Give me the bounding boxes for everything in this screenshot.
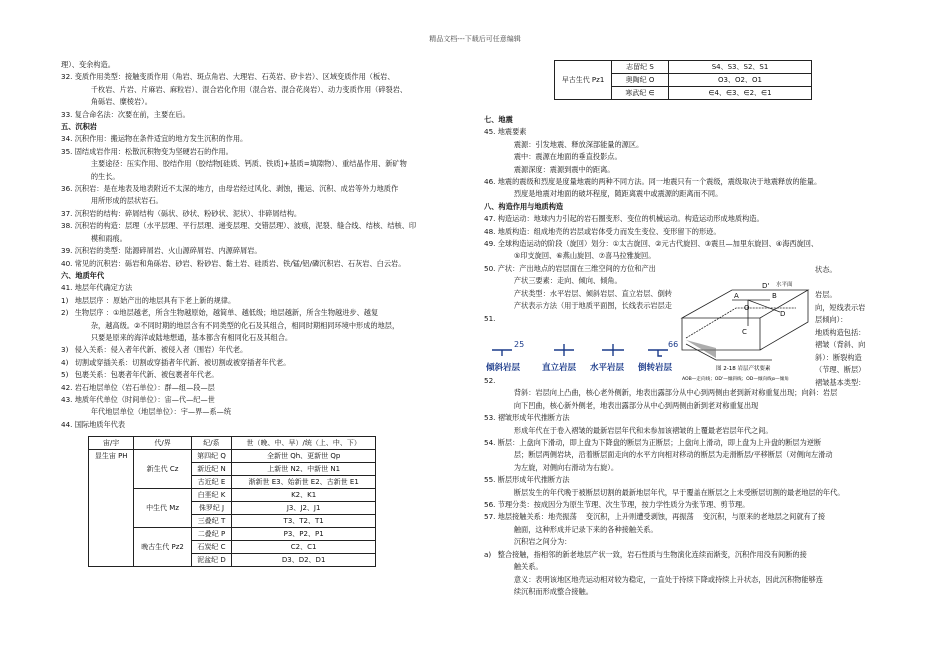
text-line: 51. <box>484 313 496 323</box>
side-note: 斜）：断裂构造 <box>815 353 862 362</box>
text-line: 43. 地质年代单位（时间单位）：宙—代—纪—世 <box>61 394 215 404</box>
period-cell: 二叠纪 P <box>191 528 232 541</box>
fig-label: D <box>780 310 786 318</box>
period-cell: 泥盆纪 D <box>191 554 232 567</box>
fig-label-plane: 水平面 <box>776 282 793 288</box>
text-line: 背斜：岩层向上凸曲，核心老外侧新，地表出露部分从中心到两侧由老到新对称重复出现；向斜：岩层 <box>507 388 838 398</box>
period-cell: 奥陶纪 O <box>612 74 669 87</box>
epoch-cell: S4、S3、S2、S1 <box>669 61 812 74</box>
dip-value: 25 <box>514 340 525 349</box>
text-line: 角砾岩、糜棱岩）。 <box>84 97 152 107</box>
text-line: 47. 构造运动：地球内力引起的岩石圈变形、变位的机械运动。构造运动形成地质构造。 <box>484 214 764 224</box>
text-line: 42. 岩石地层单位（岩石单位）：群—组—段—层 <box>61 382 215 392</box>
text-line: ⑤印支旋回、⑥燕山旋回、⑦喜马拉雅旋回。 <box>507 251 656 261</box>
period-cell: 古近纪 E <box>191 476 232 489</box>
strike-dip-symbols <box>484 336 679 376</box>
text-line: 六、地质年代 <box>61 270 105 280</box>
text-line: 39. 沉积岩的类型：陆源碎屑岩、火山源碎屑岩、内源碎屑岩。 <box>61 246 262 256</box>
text-line: 震源深度：震源到震中的距离。 <box>507 164 615 174</box>
era-cell: 晚古生代 Pz2 <box>134 528 191 567</box>
text-line: 40. 常见的沉积岩：砾岩和角砾岩、砂岩、粉砂岩、黏土岩、硅质岩、铁/锰/铝/磷沉积岩、石灰岩、白云岩。 <box>61 258 406 268</box>
geologic-time-table-continued <box>554 60 812 100</box>
symbol-label: 倾斜岩层 <box>486 363 521 373</box>
text-line: 3) 侵入关系：侵入者年代新、被侵入者（围岩）年代老。 <box>61 345 248 355</box>
right-column-bottom <box>484 375 904 598</box>
text-line: 理）、变余构造。 <box>61 60 115 69</box>
text-line: 55. 断层形成年代推断方法 <box>484 475 570 485</box>
period-cell: 侏罗纪 J <box>191 502 232 515</box>
period-cell: 第四纪 Q <box>191 450 232 463</box>
col-epoch: 世（晚、中、早）/统（上、中、下） <box>232 437 376 450</box>
text-line: 38. 沉积岩的构造：层理（水平层理、平行层理、递变层理、交错层理）、波痕，泥裂、缝合线、结核、结核、印 <box>61 221 417 231</box>
text-line: 触面，这种形成并记录下来的各种接触关系。 <box>507 524 658 534</box>
text-line: 八、构造作用与地质构造 <box>484 201 564 211</box>
text-line: 的生长。 <box>84 171 120 181</box>
fig-label: O <box>744 304 750 312</box>
text-line: 意义：表明该地区地壳运动相对较为稳定，一直处于持续下降或持续上升状态，因此沉积物能够连 <box>507 574 823 584</box>
text-line: 32. 变质作用类型：接触变质作用（角岩、斑点角岩、大理岩、石英岩、矽卡岩）、区域变质作用（板岩、 <box>61 72 395 82</box>
period-cell: 石炭纪 C <box>191 541 232 554</box>
text-line: 37. 沉积岩的结构：碎屑结构（砾状、砂状、粉砂状、泥状）、非碎屑结构。 <box>61 208 302 218</box>
text-line: 48. 地质构造：组成地壳的岩层或岩体受力而发生变位、变形留下的形迹。 <box>484 226 721 236</box>
text-line: 33. 复合命名法：次要在前，主要在后。 <box>61 109 190 119</box>
text-line: 2) 生物层序 ：①地层越老，所含生物越原始，越简单、越低级；地层越新，所含生物越进步、越复 <box>61 308 379 318</box>
text-line: 57. 地层接触关系：地壳振荡 变沉积，上升则遭受剥蚀，再振荡 变沉积，与原来的老地层之间就有了接 <box>484 512 826 522</box>
eon-cell: 显生宙 PH <box>89 450 134 567</box>
side-note: 褶皱（背斜、向 <box>815 340 866 349</box>
fig-legend: α—倾角 <box>772 377 789 382</box>
symbol-label: 直立岩层 <box>542 363 577 373</box>
side-note: 向，短线表示岩 <box>815 303 866 312</box>
text-line: 震源：引发地震、释放深部能量的源区。 <box>507 139 644 149</box>
epoch-cell: C2、C1 <box>232 541 376 554</box>
epoch-cell: 渐新世 E3、始新世 E2、古新世 E1 <box>232 476 376 489</box>
text-line: 形成年代在于卷入褶皱的最新岩层年代和未参加该褶皱的上覆最老岩层年代之间。 <box>507 425 773 435</box>
fig-caption: 图 2-18 岩层产状要素 <box>716 366 771 372</box>
text-line: a) 整合接触，指相邻的新老地层产状一致，岩石性质与生物演化连续而渐变，沉积作用没有间断的接 <box>484 549 807 559</box>
text-line: 52. <box>484 376 496 385</box>
period-cell: 白垩纪 K <box>191 489 232 502</box>
side-note: 褶皱基本类型： <box>815 378 866 387</box>
text-line: 34. 沉积作用：搬运物在条件适宜的地方发生沉积的作用。 <box>61 134 248 144</box>
epoch-cell: P3、P2、P1 <box>232 528 376 541</box>
text-line: 杂，越高级。②不同时期的地层含有不同类型的化石及其组合，相同时期相同环境中形成的地层， <box>84 320 400 330</box>
text-line: 用所形成的层状岩石。 <box>84 196 163 206</box>
era-cell: 新生代 Cz <box>134 450 191 489</box>
text-line: 触关系。 <box>507 562 543 572</box>
text-line: 续沉积而形成整合接触。 <box>507 586 593 596</box>
period-cell: 三叠纪 T <box>191 515 232 528</box>
text-line: 向下凹曲，核心新外侧老，地表出露部分从中心到两侧由新到老对称重复出现 <box>507 400 759 410</box>
side-note: 状态。 <box>815 265 837 274</box>
period-cell: 志留纪 S <box>612 61 669 74</box>
epoch-cell: ∈4、∈3、∈2、∈1 <box>669 87 812 100</box>
text-line: 46. 地震的震级和烈度是度量地震的两种不同方法。同一地震只有一个震级，震级取决于地震释放的能量。 <box>484 177 822 187</box>
symbol-label: 倒转岩层 <box>638 363 673 373</box>
text-line: 53. 褶皱形成年代推断方法 <box>484 413 570 423</box>
col-era: 代/界 <box>134 437 191 450</box>
left-column <box>61 59 473 431</box>
side-note: （节理、断层） <box>815 365 866 374</box>
epoch-cell: T3、T2、T1 <box>232 515 376 528</box>
side-note: 岩层。 <box>815 290 837 299</box>
text-line: 35. 固结成岩作用：松散沉积物变为坚硬岩石的作用。 <box>61 146 233 156</box>
era-cell: 早古生代 Pz1 <box>555 61 612 100</box>
text-line: 49. 全球构造运动的阶段（旋回）划分：①太古旋回、②元古代旋回、③震旦—加里东旋回、④海西旋回、 <box>484 239 819 249</box>
text-line: 45. 地震要素 <box>484 127 527 137</box>
text-line: 56. 节理分类：按成因分为原生节理、次生节理，按力学性质分为张节理、剪节理。 <box>484 500 750 510</box>
text-line: 断层发生的年代晚于被断层切割的最新地层年代，早于覆盖在断层之上未受断层切割的最老地层的年代。 <box>507 487 845 497</box>
geologic-time-table <box>88 436 376 567</box>
period-cell: 寒武纪 ∈ <box>612 87 669 100</box>
epoch-cell: 上新世 N2、中新世 N1 <box>232 463 376 476</box>
fig-label: D' <box>762 282 770 290</box>
text-line: 50. 产状：产出地点的岩层面在三维空间的方位和产出 <box>484 263 656 273</box>
bed-attitude-figure <box>676 278 810 392</box>
dip-value: 66 <box>668 340 679 349</box>
text-line: 4) 切割或穿插关系：切割或穿插者年代新、被切割或被穿插者年代老。 <box>61 357 291 367</box>
text-line: 36. 沉积岩：是在地表及地表附近不太深的地方，由母岩经过风化、剥蚀，搬运、沉积、成岩等外力地质作 <box>61 184 399 194</box>
fig-label: B <box>772 292 777 300</box>
text-line: 44. 国际地质年代表 <box>61 419 126 429</box>
text-line: 产状三要素：走向、倾向、倾角。 <box>507 276 622 286</box>
symbol-label: 水平岩层 <box>590 363 625 373</box>
epoch-cell: O3、O2、O1 <box>669 74 812 87</box>
side-note: 层倾向）： <box>815 315 848 324</box>
text-line: 千枚岩、片岩、片麻岩、麻粒岩）、混合岩化作用（混合岩、混合花岗岩）、动力变质作用（碎裂岩、 <box>84 84 408 94</box>
text-line: 为左旋，对侧向右滑动为右旋）。 <box>507 462 619 472</box>
era-cell: 中生代 Mz <box>134 489 191 528</box>
epoch-cell: D3、D2、D1 <box>232 554 376 567</box>
text-line: 七、地震 <box>484 115 513 124</box>
page-header: 精品文档---下载后可任意编辑 <box>429 35 521 43</box>
text-line: 产状表示方法（用于地质平面图，长线表示岩层走 <box>507 301 672 311</box>
col-period: 纪/系 <box>191 437 232 450</box>
text-line: 年代地层单位（地层单位）：宇—界—系—统 <box>84 407 232 417</box>
epoch-cell: J3、J2、J1 <box>232 502 376 515</box>
fig-label: C <box>742 328 747 336</box>
text-line: 层；断层两侧岩块，沿着断层面走向的水平方向相对移动的断层为走滑断层/平移断层（对侧向左滑动 <box>507 450 833 460</box>
epoch-cell: 全新世 Qh、更新世 Qp <box>232 450 376 463</box>
col-eon: 宙/宇 <box>89 437 134 450</box>
fig-label: A <box>734 292 739 300</box>
side-note: 地质构造包括： <box>815 328 866 337</box>
text-line: 41. 地层年代确定方法 <box>61 283 133 293</box>
text-line: 只要是原来的海洋或陆地想通，基本都含有相同化石及其组合。 <box>84 332 293 342</box>
text-line: 五、沉积岩 <box>61 122 97 132</box>
text-line: 主要途径：压实作用、胶结作用（胶结物[硅质、钙质、铁质]+基质=填隙物）、重结晶作用、新矿物 <box>84 159 407 169</box>
text-line: 54. 断层：上盘向下滑动，即上盘为下降盘的断层为正断层；上盘向上滑动，即上盘为上升盘的断层为逆断 <box>484 438 822 448</box>
text-line: 震中：震源在地面的垂直投影点。 <box>507 152 622 162</box>
text-line: 沉积岩之间分为： <box>507 537 572 547</box>
text-line: 1) 地层层序 ：原始产出的地层具有下老上新的规律。 <box>61 295 236 305</box>
text-line: 5) 包裹关系：包裹者年代新、被包裹者年代老。 <box>61 370 219 380</box>
epoch-cell: K2、K1 <box>232 489 376 502</box>
text-line: 模和雨痕。 <box>84 233 127 243</box>
text-line: 产状类型：水平岩层、倾斜岩层、直立岩层、倒转 <box>507 288 672 298</box>
text-line: 烈度是地震对地面的破坏程度，随距离震中或震源的距离而不同。 <box>507 189 723 199</box>
period-cell: 新近纪 N <box>191 463 232 476</box>
fig-legend: AOB—走向线；OD'—倾斜线；OD—倾向线； <box>682 377 777 382</box>
